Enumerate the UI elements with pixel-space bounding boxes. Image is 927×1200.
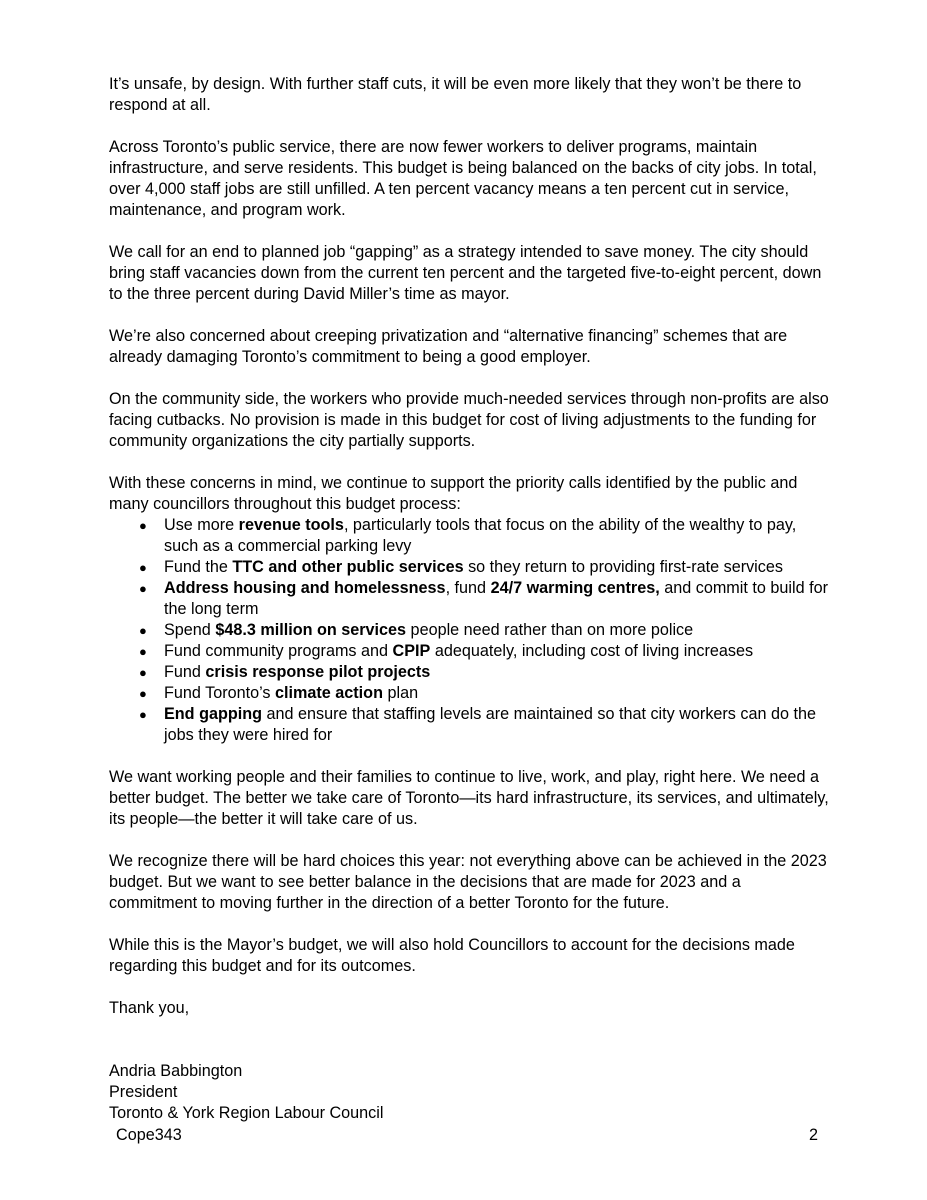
- bullet-icon: ●: [139, 623, 147, 638]
- paragraph: Across Toronto’s public service, there are now fewer workers to deliver programs, maintain infrastructure, and serve residents. This budget is being balanced on the backs of city jobs. In total, over 4,000 staff jobs are still unfilled. A ten percent vacancy means a ten percent cut in service, maintenance, and program work.: [109, 138, 817, 219]
- list-item-text: Fund the TTC and other public services so they return to providing first-rate services: [164, 558, 783, 576]
- bullet-icon: ●: [139, 560, 147, 575]
- list-item: [109, 557, 829, 578]
- list-intro: With these concerns in mind, we continue to support the priority calls identified by the public and many councillors throughout this budget process:: [109, 474, 798, 513]
- list-item: [109, 620, 829, 641]
- bullet-icon: ●: [139, 518, 147, 533]
- list-item-text: Use more revenue tools, particularly tools that focus on the ability of the wealthy to pay, such as a commercial parking levy: [164, 516, 797, 555]
- list-item: [109, 578, 829, 620]
- paragraph: We call for an end to planned job “gapping” as a strategy intended to save money. The city should bring staff vacancies down from the current ten percent and the targeted five-to-eight percent, down to the three percent during David Miller’s time as mayor.: [109, 243, 822, 303]
- list-item-text: Fund crisis response pilot projects: [164, 663, 431, 681]
- list-item-text: Address housing and homelessness, fund 24/7 warming centres, and commit to build for the long term: [164, 579, 828, 618]
- list-item-text: Fund Toronto’s climate action plan: [164, 684, 419, 702]
- list-item-text: Fund community programs and CPIP adequately, including cost of living increases: [164, 642, 754, 660]
- signatory-name: Andria Babbington: [109, 1062, 243, 1080]
- list-item: [109, 641, 829, 662]
- signoff: Thank you,: [109, 999, 190, 1017]
- signatory-title: President: [109, 1083, 178, 1101]
- bullet-icon: ●: [139, 665, 147, 680]
- page-number: 2: [808, 1126, 818, 1144]
- list-item: [109, 683, 829, 704]
- letter-body: [109, 74, 829, 1124]
- bullet-icon: ●: [139, 644, 147, 659]
- paragraph: It’s unsafe, by design. With further staff cuts, it will be even more likely that they won’t be there to respond at all.: [109, 75, 802, 114]
- signatory-organization: Toronto & York Region Labour Council: [109, 1104, 384, 1122]
- bullet-icon: ●: [139, 581, 147, 596]
- paragraph: We want working people and their families to continue to live, work, and play, right here. We need a better budget. The better we take care of Toronto—its hard infrastructure, its services, and ultimately, its people—the better it will take care of us.: [109, 768, 829, 828]
- signature-block: [109, 1061, 829, 1124]
- list-item: [109, 704, 829, 746]
- list-item: [109, 515, 829, 557]
- paragraph: On the community side, the workers who provide much-needed services through non-profits are also facing cutbacks. No provision is made in this budget for cost of living adjustments to the funding for community organizations the city partially supports.: [109, 390, 829, 450]
- bullet-icon: ●: [139, 686, 147, 701]
- paragraph: While this is the Mayor’s budget, we will also hold Councillors to account for the decisions made regarding this budget and for its outcomes.: [109, 936, 795, 975]
- bullet-icon: ●: [139, 707, 147, 722]
- priority-list: [109, 515, 829, 746]
- paragraph: We recognize there will be hard choices this year: not everything above can be achieved in the 2023 budget. But we want to see better balance in the decisions that are made for 2023 and a commitment to moving further in the direction of a better Toronto for the future.: [109, 852, 827, 912]
- list-item-text: End gapping and ensure that staffing levels are maintained so that city workers can do the jobs they were hired for: [164, 705, 817, 744]
- footer-union-label: Cope343: [116, 1126, 182, 1144]
- paragraph: We’re also concerned about creeping privatization and “alternative financing” schemes that are already damaging Toronto’s commitment to being a good employer.: [109, 327, 788, 366]
- list-item: [109, 662, 829, 683]
- list-item-text: Spend $48.3 million on services people need rather than on more police: [164, 621, 694, 639]
